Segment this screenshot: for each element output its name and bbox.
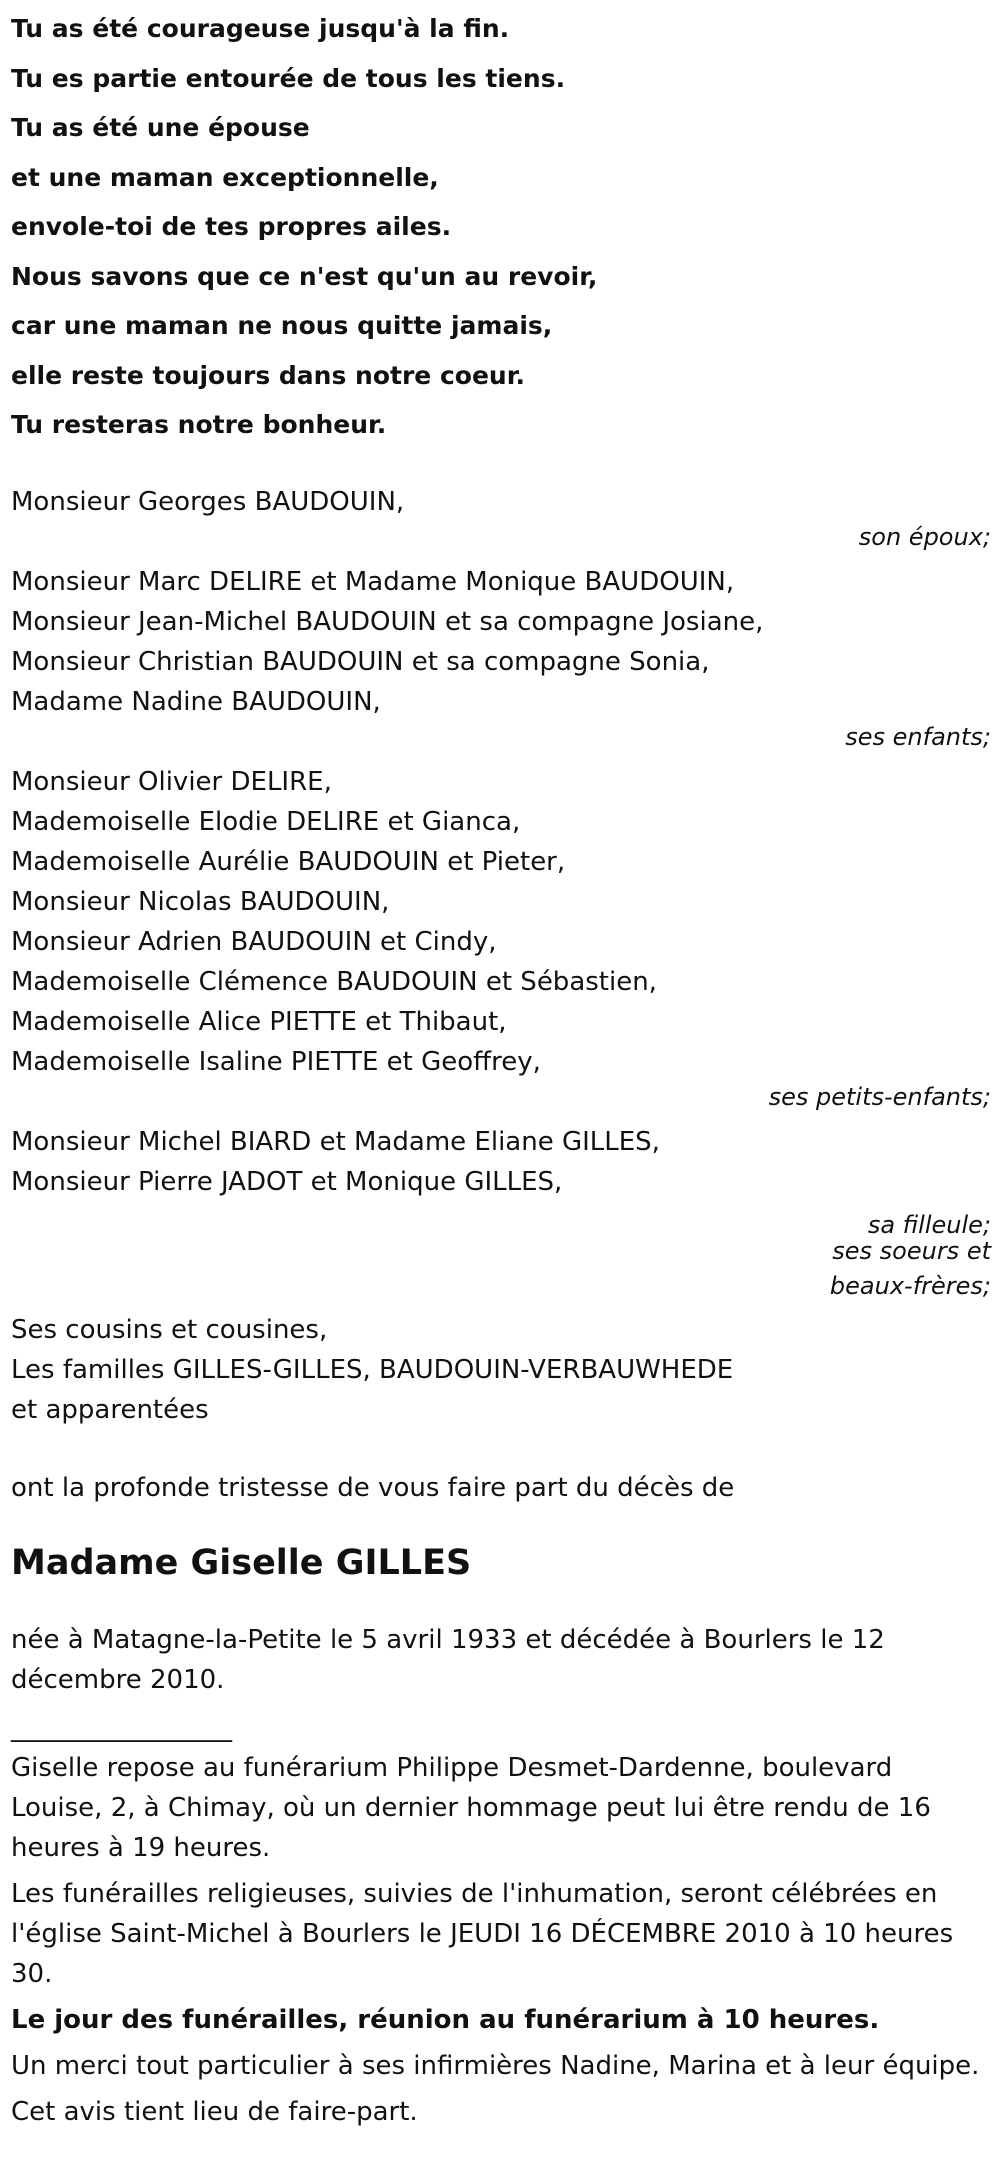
family-group [11,1310,991,1430]
meeting-text: Le jour des funérailles, réunion au funérarium à 10 heures. [11,2004,880,2035]
family-member: Ses cousins et cousines, [11,1314,328,1345]
family-member: Monsieur Adrien BAUDOUIN et Cindy, [11,926,497,957]
deceased-name: Madame Giselle GILLES [11,1542,472,1583]
family-member: Monsieur Olivier DELIRE, [11,766,332,797]
relationship-label: sa filleule; [867,1210,991,1239]
family-member: Monsieur Michel BIARD et Madame Eliane GILLES, [11,1126,660,1157]
poem-line: Nous savons que ce n'est qu'un au revoir, [11,261,598,291]
family-member: Mademoiselle Clémence BAUDOUIN et Sébastien, [11,966,657,997]
family-member: Mademoiselle Isaline PIETTE et Geoffrey, [11,1046,541,1077]
funerarium-text: Giselle repose au funérarium Philippe Desmet-Dardenne, boulevard Louise, 2, à Chimay, où un dernier hommage peut lui être rendu de 16 heures à 19 heures. [11,1752,931,1863]
family-member: Monsieur Jean-Michel BAUDOUIN et sa compagne Josiane, [11,606,764,637]
relationship-label: beaux-frères; [829,1271,991,1300]
family-member: Monsieur Marc DELIRE et Madame Monique BAUDOUIN, [11,566,735,597]
family-member: Madame Nadine BAUDOUIN, [11,686,381,717]
relationship-label: ses enfants; [845,722,991,751]
poem-line: Tu es partie entourée de tous les tiens. [11,63,566,93]
family-member: Monsieur Nicolas BAUDOUIN, [11,886,390,917]
family-member: Monsieur Pierre JADOT et Monique GILLES, [11,1166,563,1197]
poem-line: Tu resteras notre bonheur. [11,410,387,439]
grandchildren-group [11,762,991,1112]
family-member: Monsieur Christian BAUDOUIN et sa compagne Sonia, [11,646,710,677]
relationship-label: ses petits-enfants; [768,1082,991,1111]
birth-death-text: née à Matagne-la-Petite le 5 avril 1933 et décédée à Bourlers le 12 décembre 2010. [11,1624,885,1695]
family-member: Les familles GILLES-GILLES, BAUDOUIN-VERBAUWHEDE [11,1354,734,1385]
relationship-label: son époux; [858,522,991,551]
announcement-text: ont la profonde tristesse de vous faire part du décès de [11,1472,735,1503]
family-member: Monsieur Georges BAUDOUIN, [11,486,405,517]
siblings-group [11,1122,991,1308]
poem-line: car une maman ne nous quitte jamais, [11,311,553,340]
poem-line: envole-toi de tes propres ailes. [11,212,452,241]
spouse-group [11,482,991,552]
poem-line: et une maman exceptionnelle, [11,162,439,192]
funeral-text: Les funérailles religieuses, suivies de l'inhumation, seront célébrées en l'église Saint-Michel à Bourlers le JEUDI 16 DÉCEMBRE 2010 à 10 heures 30. [11,1878,954,1989]
separator-line: _________________ [11,1712,232,1743]
children-group [11,562,991,752]
family-member: Mademoiselle Alice PIETTE et Thibaut, [11,1006,507,1037]
thanks-text: Un merci tout particulier à ses infirmières Nadine, Marina et à leur équipe. [11,2050,980,2081]
poem-line: Tu as été une épouse [11,113,310,142]
poem [11,4,991,450]
family-member: Mademoiselle Elodie DELIRE et Gianca, [11,806,521,837]
poem-line: elle reste toujours dans notre coeur. [11,360,525,390]
family-member: et apparentées [11,1394,209,1425]
family-member: Mademoiselle Aurélie BAUDOUIN et Pieter, [11,846,566,877]
relationship-label: ses soeurs et [832,1236,991,1265]
obituary-page [11,0,991,2132]
notice-text: Cet avis tient lieu de faire-part. [11,2096,418,2127]
poem-line: Tu as été courageuse jusqu'à la fin. [11,14,510,43]
